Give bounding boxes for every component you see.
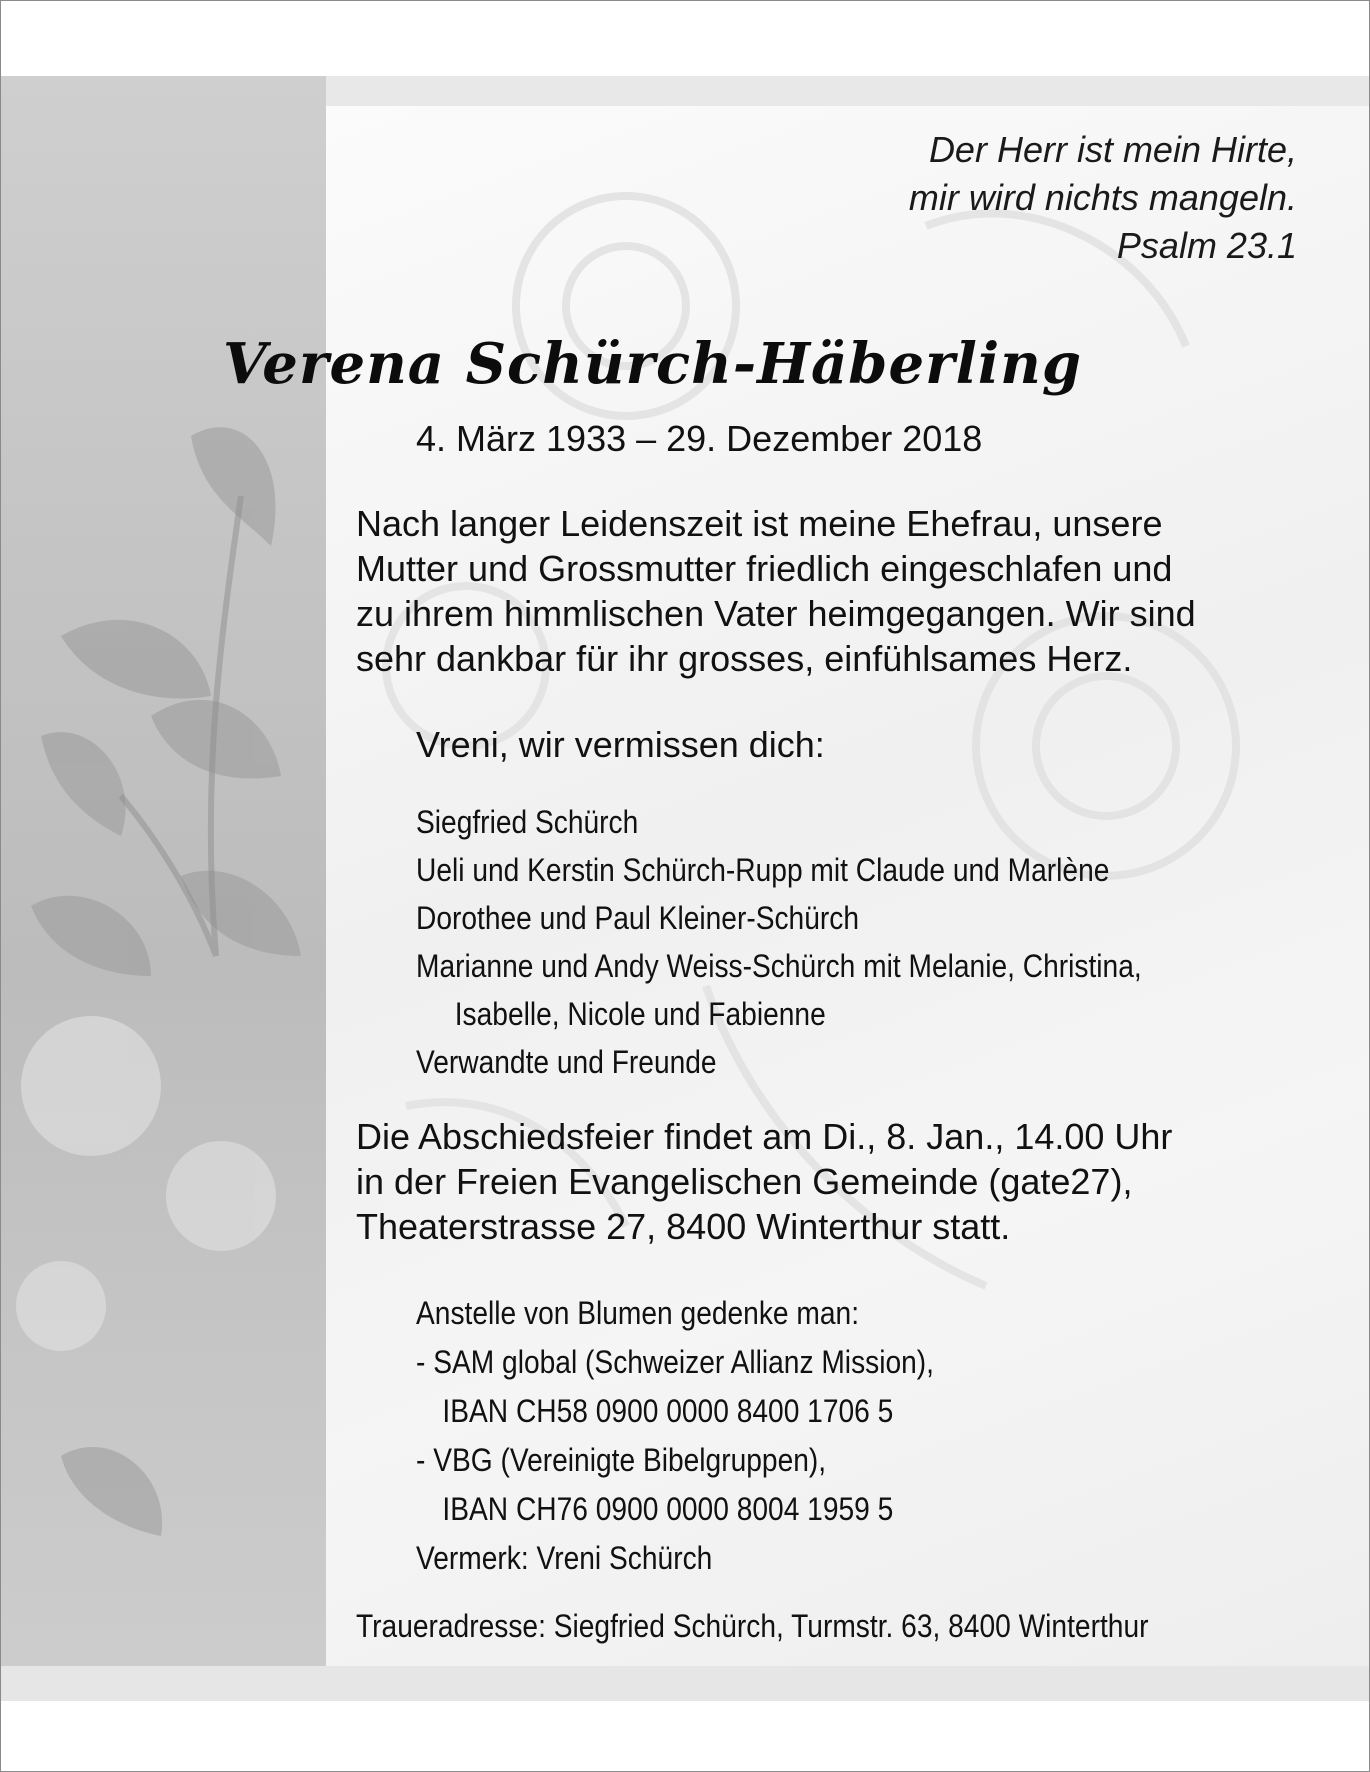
mourning-address: Traueradresse: Siegfried Schürch, Turmstr. 63, 8400 Winterthur — [356, 1608, 1149, 1644]
farewell-line: in der Freien Evangelischen Gemeinde (gate27), — [356, 1161, 1133, 1202]
farewell-line: Die Abschiedsfeier findet am Di., 8. Jan., 14.00 Uhr — [356, 1116, 1173, 1157]
mourner-entry: Siegfried Schürch — [416, 804, 639, 840]
psalm-verse — [909, 126, 1297, 270]
mourner-entry: Marianne und Andy Weiss-Schürch mit Melanie, Christina, — [416, 948, 1142, 984]
donation-organization: - VBG (Vereinigte Bibelgruppen), — [416, 1442, 827, 1478]
intro-paragraph — [356, 501, 1196, 681]
watercolor-flower-panel — [1, 76, 326, 1701]
donation-iban: IBAN CH58 0900 0000 8400 1706 5 — [442, 1393, 894, 1429]
mourner-entry-continued: Isabelle, Nicole und Fabienne — [454, 996, 826, 1032]
verse-line: mir wird nichts mangeln. — [908, 177, 1297, 218]
donation-organization: - SAM global (Schweizer Allianz Mission), — [416, 1344, 935, 1380]
verse-line: Der Herr ist mein Hirte, — [928, 129, 1297, 170]
donation-section — [416, 1289, 934, 1583]
intro-line: Nach langer Leidenszeit ist meine Ehefrau, unsere — [356, 503, 1163, 544]
life-dates: 4. März 1933 – 29. Dezember 2018 — [416, 418, 983, 459]
top-margin — [1, 1, 1369, 76]
farewell-line: Theaterstrasse 27, 8400 Winterthur statt. — [356, 1206, 1011, 1247]
greeting-line: Vreni, wir vermissen dich: — [416, 724, 825, 765]
intro-line: zu ihrem himmlischen Vater heimgegangen. Wir sind — [356, 593, 1196, 634]
intro-line: sehr dankbar für ihr grosses, einfühlsames Herz. — [356, 638, 1133, 679]
donation-iban: IBAN CH76 0900 0000 8004 1959 5 — [442, 1491, 894, 1527]
donation-note: Vermerk: Vreni Schürch — [416, 1540, 713, 1576]
bottom-stripe — [1, 1666, 1369, 1701]
farewell-ceremony-paragraph — [356, 1114, 1172, 1249]
leaf-illustration — [1, 76, 326, 1701]
deceased-name: Verena Schürch-Häberling — [223, 331, 1082, 397]
bottom-margin — [1, 1701, 1369, 1771]
donation-heading: Anstelle von Blumen gedenke man: — [416, 1295, 860, 1331]
verse-reference: Psalm 23.1 — [1116, 225, 1297, 266]
intro-line: Mutter und Grossmutter friedlich eingeschlafen und — [356, 548, 1173, 589]
mourners-list — [416, 798, 1142, 1086]
mourner-entry: Dorothee und Paul Kleiner-Schürch — [416, 900, 859, 936]
mourner-entry: Ueli und Kerstin Schürch-Rupp mit Claude und Marlène — [416, 852, 1110, 888]
mourner-entry: Verwandte und Freunde — [416, 1044, 717, 1080]
